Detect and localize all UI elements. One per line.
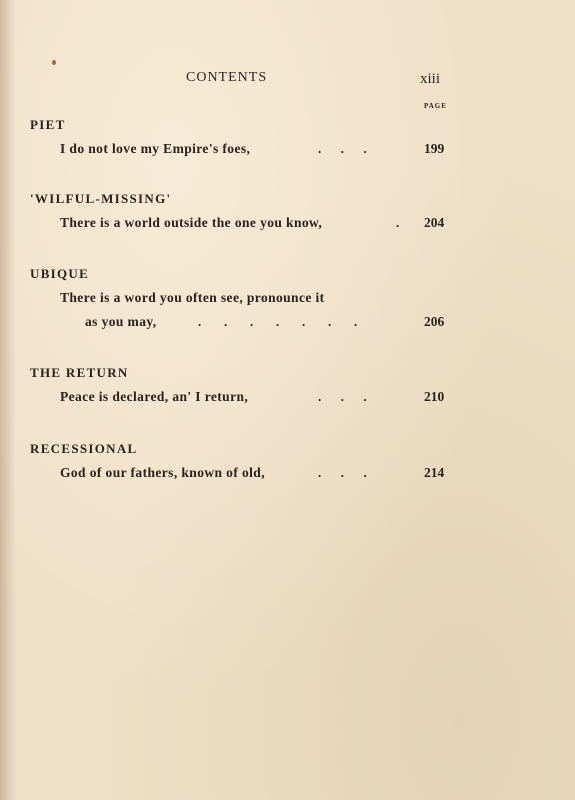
toc-heading: THE RETURN xyxy=(30,365,129,380)
toc-continuation-line: as you may, xyxy=(85,314,157,329)
toc-dot-leader: . . . . . . . xyxy=(198,314,358,329)
toc-first-line: God of our fathers, known of old, xyxy=(60,465,265,480)
toc-page-number: 204 xyxy=(424,215,445,230)
page-title: CONTENTS xyxy=(186,70,268,85)
toc-dot-leader: . . . xyxy=(318,141,367,156)
toc-first-line: There is a word you often see, pronounce it xyxy=(60,290,325,305)
toc-page-number: 199 xyxy=(424,141,445,156)
page-column-label: PAGE xyxy=(424,102,447,110)
toc-dot-leader: . . . xyxy=(318,465,367,480)
toc-first-line: There is a world outside the one you know, xyxy=(60,215,323,230)
toc-dot-leader: . . . xyxy=(318,389,367,404)
page-gutter-shadow xyxy=(0,0,16,800)
toc-page-number: 206 xyxy=(424,314,445,329)
toc-first-line: Peace is declared, an' I return, xyxy=(60,389,249,404)
page-number: xiii xyxy=(420,71,441,87)
toc-heading: 'WILFUL-MISSING' xyxy=(30,191,172,206)
toc-first-line: I do not love my Empire's foes, xyxy=(60,141,251,156)
toc-page-number: 214 xyxy=(424,465,445,480)
toc-dot-leader: . xyxy=(396,215,400,230)
toc-page-number: 210 xyxy=(424,389,445,404)
toc-heading: UBIQUE xyxy=(30,266,90,281)
toc-heading: RECESSIONAL xyxy=(30,441,138,456)
paper-speck xyxy=(52,60,56,65)
toc-heading: PIET xyxy=(30,117,66,132)
